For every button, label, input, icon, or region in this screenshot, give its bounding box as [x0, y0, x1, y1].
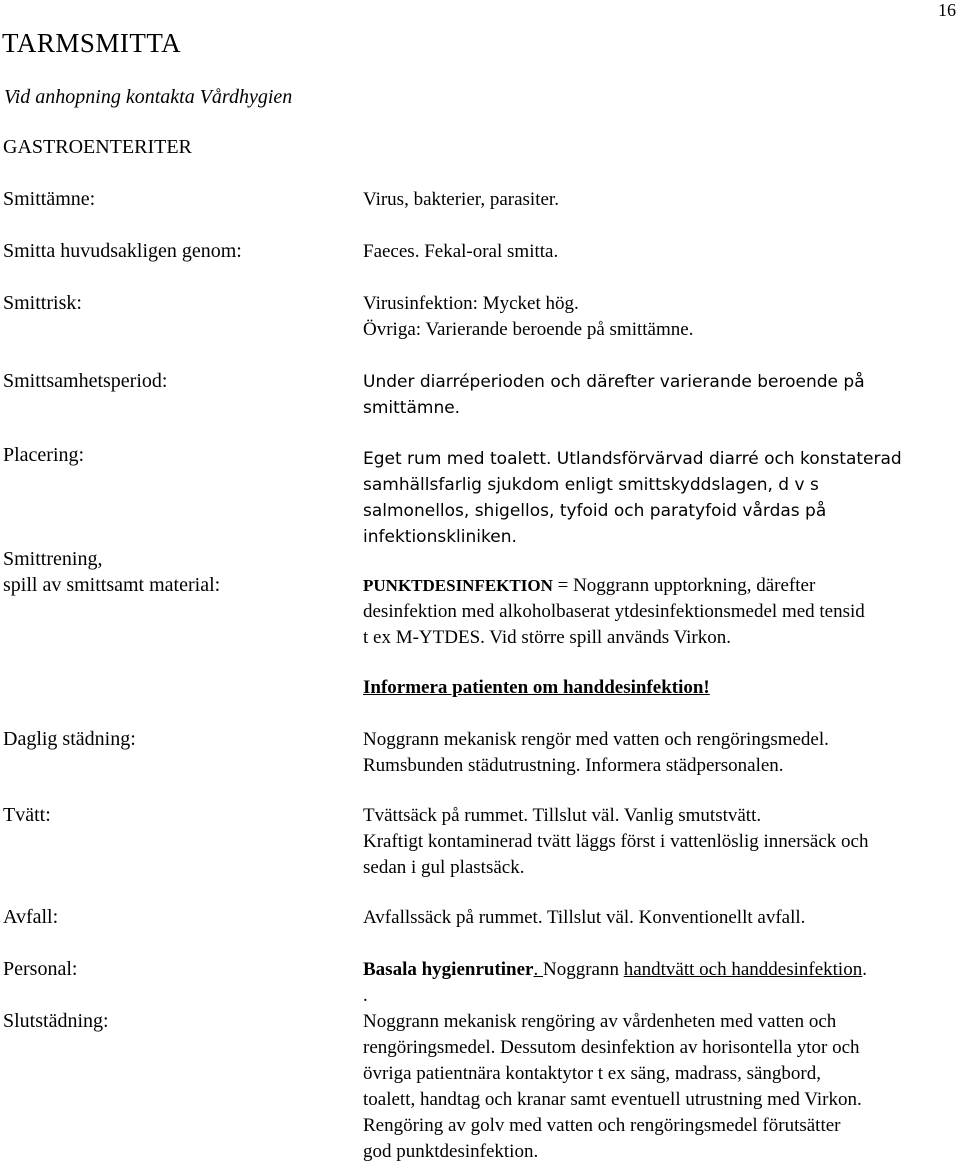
label-smittrisk: Smittrisk: [3, 292, 82, 314]
value-smittrening-line2: desinfektion med alkoholbaserat ytdesinfektionsmedel med tensid [363, 601, 865, 622]
value-smittrening [363, 573, 955, 651]
value-smittamne-text: Virus, bakterier, parasiter. [363, 189, 559, 210]
value-slut-line2: rengöringsmedel. Dessutom desinfektion av horisontella ytor och [363, 1037, 860, 1058]
value-smittamne [363, 187, 955, 213]
value-slut-line6: god punktdesinfektion. [363, 1141, 539, 1162]
value-smittrening-line1: = Noggrann upptorkning, därefter [552, 575, 816, 596]
label-avfall: Avfall: [3, 906, 59, 928]
value-slut-line3: övriga patientnära kontaktytor t ex säng, madrass, sängbord, [363, 1063, 821, 1084]
label-slutstadning: Slutstädning: [3, 1010, 109, 1032]
value-smittrening-line3: t ex M-YTDES. Vid större spill används Virkon. [363, 627, 732, 648]
value-smittrisk-line2: Övriga: Varierande beroende på smittämne. [363, 319, 694, 340]
page-title: TARMSMITTA [2, 28, 182, 58]
label-placering: Placering: [3, 444, 85, 466]
value-placering-line1: Eget rum med toalett. Utlandsförvärvad diarré och konstaterad [363, 449, 902, 469]
label-smittamne: Smittämne: [3, 188, 96, 210]
label-tvatt: Tvätt: [3, 804, 51, 826]
value-tvatt-line2: Kraftigt kontaminerad tvätt läggs först i vattenlöslig innersäck och [363, 831, 869, 852]
personal-end: . [862, 959, 867, 980]
value-placering [363, 446, 955, 550]
value-smittrisk [363, 291, 955, 343]
label-smittrening [3, 546, 220, 598]
personal-dot: . [533, 959, 543, 980]
value-slut-line4: toalett, handtag och kranar samt eventuell utrustning med Virkon. [363, 1089, 862, 1110]
informera-notice: Informera patienten om handdesinfektion! [363, 677, 710, 698]
value-daglig-stadning [363, 727, 955, 779]
value-personal [363, 957, 955, 1009]
value-smittsamhet-line2: smittämne. [363, 398, 461, 418]
subtitle: Vid anhopning kontakta Vårdhygien [4, 86, 293, 108]
label-daglig-stadning: Daglig städning: [3, 728, 136, 750]
value-tvatt-line3: sedan i gul plastsäck. [363, 857, 525, 878]
value-slut-line1: Noggrann mekanisk rengöring av vårdenheten med vatten och [363, 1011, 837, 1032]
label-personal: Personal: [3, 958, 78, 980]
value-avfall-text: Avfallssäck på rummet. Tillslut väl. Konventionellt avfall. [363, 907, 806, 928]
page-number: 16 [938, 0, 956, 20]
section-heading: GASTROENTERITER [3, 136, 192, 158]
value-avfall [363, 905, 955, 931]
handtvatt-text: handtvätt och handdesinfektion [623, 959, 863, 980]
label-smittrening-line1: Smittrening, [3, 548, 103, 570]
value-slutstadning [363, 1009, 955, 1165]
value-smittsamhet-line1: Under diarréperioden och därefter varierande beroende på [363, 372, 865, 392]
value-tvatt [363, 803, 955, 881]
value-daglig-line2: Rumsbunden städutrustning. Informera städpersonalen. [363, 755, 784, 776]
value-smitta [363, 239, 955, 265]
personal-mid: Noggrann [542, 959, 624, 980]
value-smittrisk-line1: Virusinfektion: Mycket hög. [363, 293, 579, 314]
personal-dot2: . [363, 985, 368, 1006]
value-placering-line4: infektionskliniken. [363, 527, 517, 547]
value-placering-line3: salmonellos, shigellos, tyfoid och paratyfoid vårdas på [363, 501, 827, 521]
label-smittrening-line2: spill av smittsamt material: [3, 574, 221, 596]
value-placering-line2: samhällsfarlig sjukdom enligt smittskyddslagen, d v s [363, 475, 819, 495]
value-smittsamhetsperiod [363, 369, 955, 421]
value-daglig-line1: Noggrann mekanisk rengör med vatten och rengöringsmedel. [363, 729, 829, 750]
value-tvatt-line1: Tvättsäck på rummet. Tillslut väl. Vanlig smutstvätt. [363, 805, 762, 826]
label-smitta: Smitta huvudsakligen genom: [3, 240, 242, 262]
basala-hygienrutiner-term: Basala hygienrutiner [363, 959, 534, 980]
label-smittsamhetsperiod: Smittsamhetsperiod: [3, 370, 168, 392]
punktdesinfektion-term: PUNKTDESINFEKTION [363, 576, 553, 595]
value-slut-line5: Rengöring av golv med vatten och rengöringsmedel förutsätter [363, 1115, 841, 1136]
value-smitta-text: Faeces. Fekal-oral smitta. [363, 241, 559, 262]
